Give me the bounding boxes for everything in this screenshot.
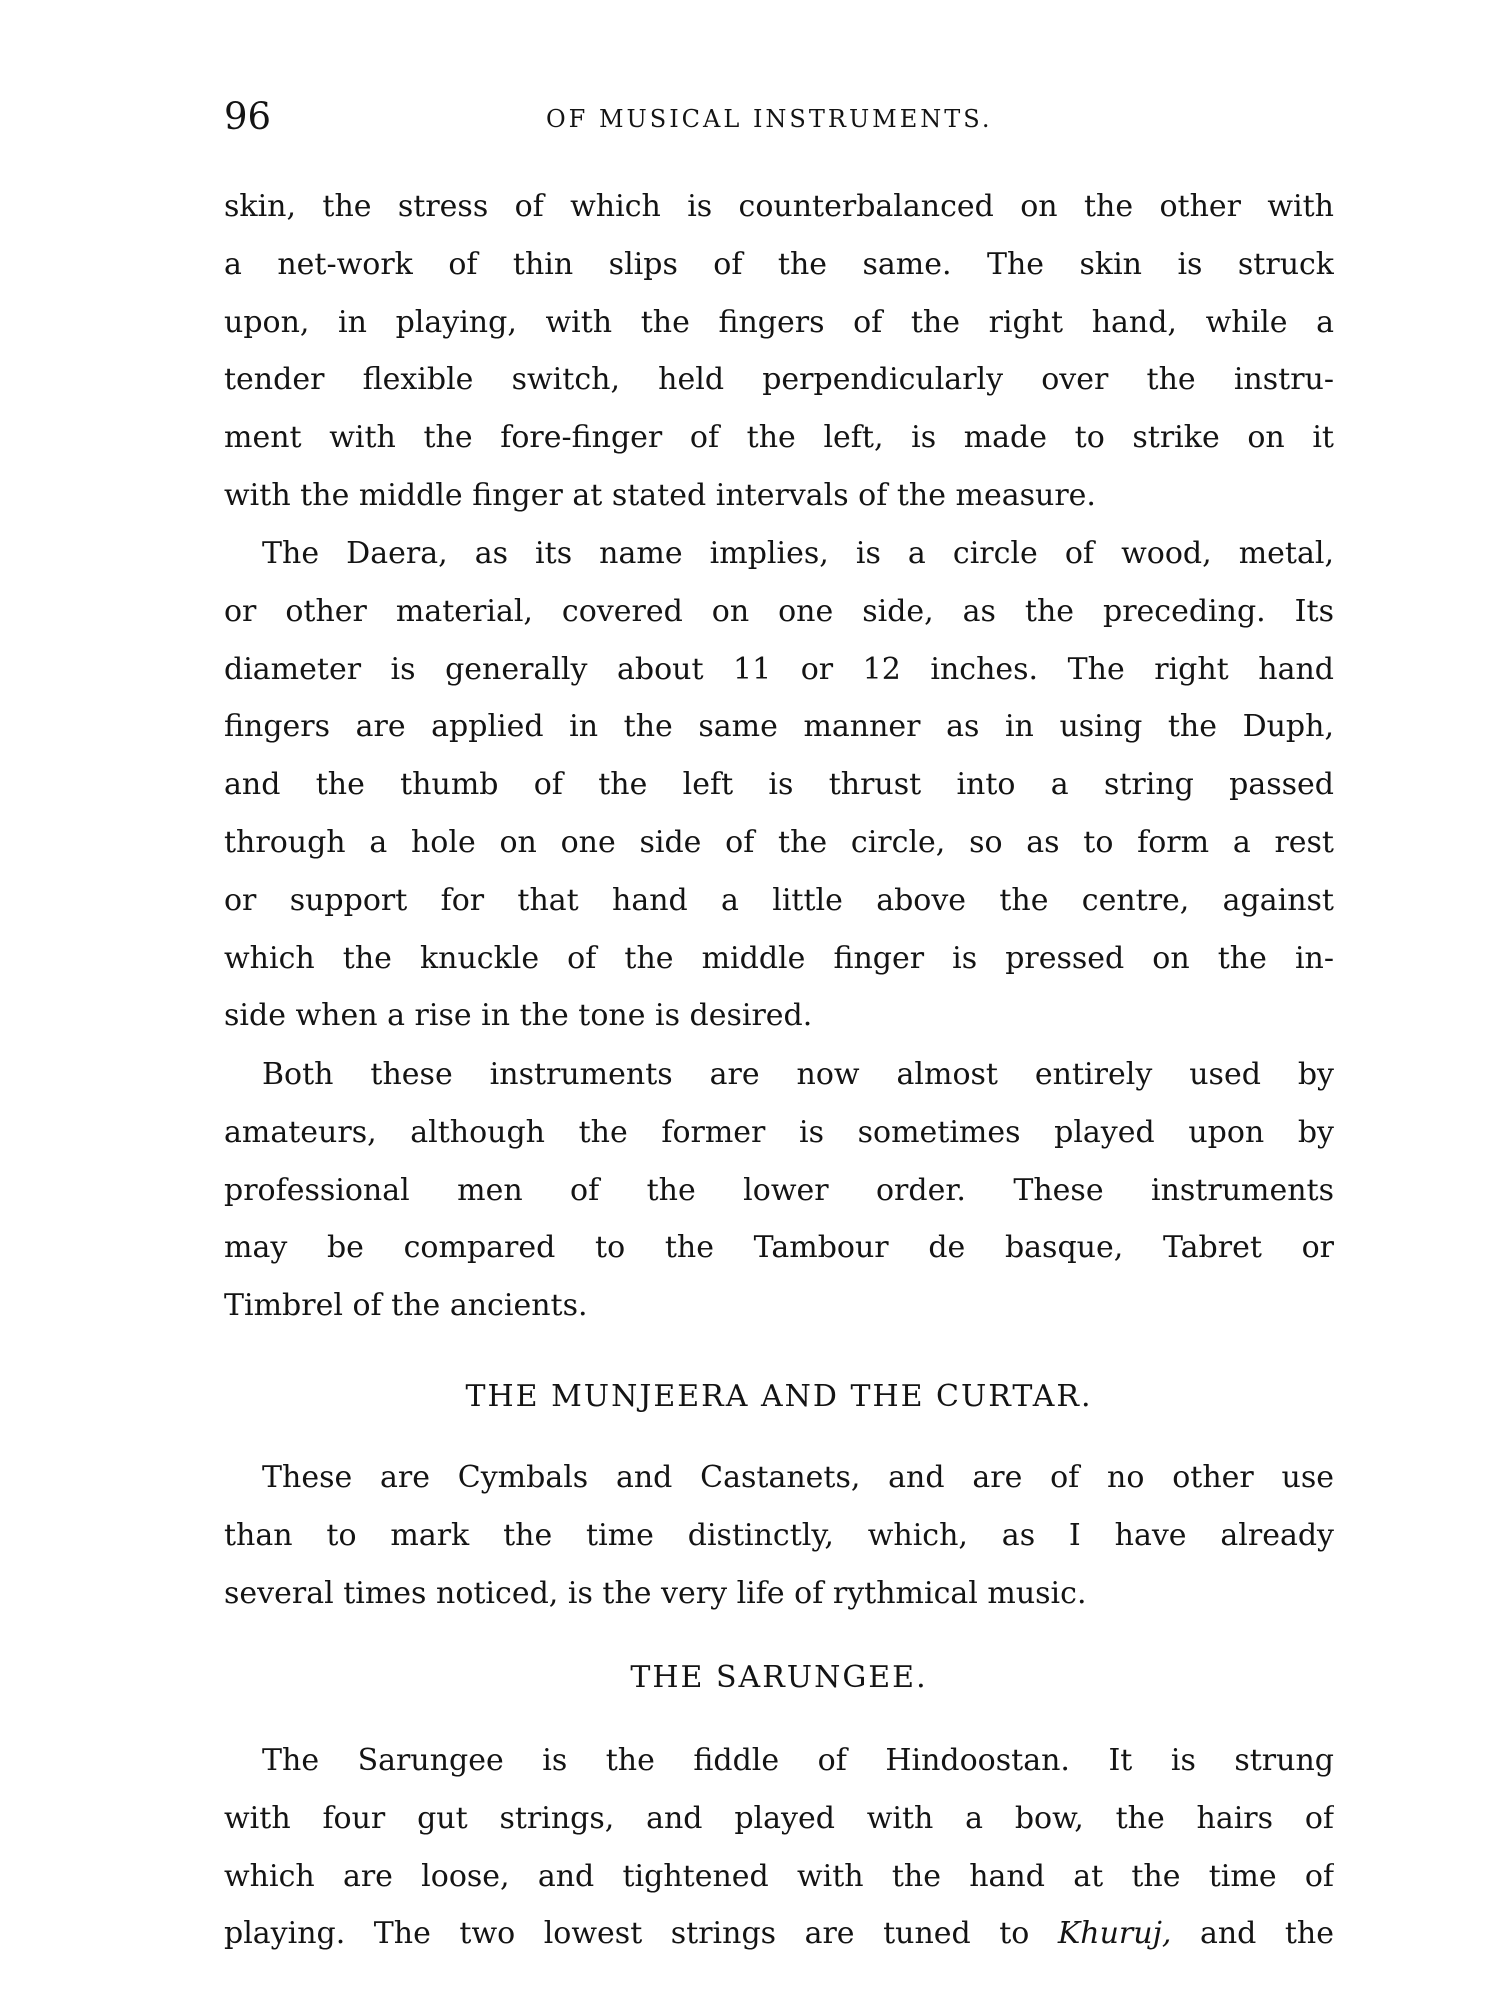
paragraph-daera xyxy=(224,525,1334,1045)
text-line xyxy=(224,1905,1334,1963)
text-line: which the knuckle of the middle finger is pressed on the in- xyxy=(224,940,1334,976)
text-segment: and the xyxy=(1171,1916,1334,1952)
text-line: The Daera, as its name implies, is a circle of wood, metal, xyxy=(262,536,1334,571)
page-header xyxy=(224,92,1334,142)
paragraph-both-instruments xyxy=(224,1046,1334,1335)
text-line: which are loose, and tightened with the hand at the time of xyxy=(224,1858,1334,1894)
italic-term: Khuruj, xyxy=(1057,1916,1172,1952)
text-line: The Sarungee is the fiddle of Hindoostan. It is strung xyxy=(262,1743,1334,1778)
text-line: with four gut strings, and played with a bow, the hairs of xyxy=(224,1800,1334,1836)
text-line: diameter is generally about 11 or 12 inches. The right hand xyxy=(224,651,1334,687)
text-line: Timbrel of the ancients. xyxy=(224,1288,588,1324)
text-line: several times noticed, is the very life of rythmical music. xyxy=(224,1575,1087,1611)
text-line: and the thumb of the left is thrust into a string passed xyxy=(224,767,1334,803)
text-segment: playing. The two lowest strings are tuned to xyxy=(224,1916,1058,1952)
text-line: side when a rise in the tone is desired. xyxy=(224,998,813,1034)
text-line: amateurs, although the former is sometimes played upon by xyxy=(224,1114,1334,1150)
text-line: or support for that hand a little above the centre, against xyxy=(224,882,1334,918)
text-line: with the middle finger at stated intervals of the measure. xyxy=(224,477,1096,513)
paragraph-sarungee xyxy=(224,1732,1334,1963)
text-line: tender flexible switch, held perpendicularly over the instru- xyxy=(224,362,1334,398)
section-heading-munjeera: THE MUNJEERA AND THE CURTAR. xyxy=(465,1379,1093,1414)
text-line: Both these instruments are now almost entirely used by xyxy=(262,1057,1334,1092)
text-line: These are Cymbals and Castanets, and are of no other use xyxy=(262,1460,1334,1495)
text-line: ment with the fore-finger of the left, is made to strike on it xyxy=(224,420,1334,456)
running-title: OF MUSICAL INSTRUMENTS. xyxy=(546,105,993,133)
text-line: may be compared to the Tambour de basque, Tabret or xyxy=(224,1230,1334,1266)
text-line: fingers are applied in the same manner as in using the Duph, xyxy=(224,709,1334,745)
section-heading-sarungee: THE SARUNGEE. xyxy=(630,1660,928,1695)
text-line: upon, in playing, with the fingers of the right hand, while a xyxy=(224,304,1334,340)
text-line: or other material, covered on one side, as the preceding. Its xyxy=(224,593,1334,629)
text-line: through a hole on one side of the circle, so as to form a rest xyxy=(224,824,1334,860)
paragraph-continued xyxy=(224,178,1334,525)
text-line: a net-work of thin slips of the same. The skin is struck xyxy=(224,246,1334,282)
paragraph-cymbals xyxy=(224,1449,1334,1622)
page-number: 96 xyxy=(224,95,272,138)
text-line: professional men of the lower order. These instruments xyxy=(224,1172,1334,1208)
text-line: than to mark the time distinctly, which, as I have already xyxy=(224,1517,1334,1553)
text-line: skin, the stress of which is counterbalanced on the other with xyxy=(224,189,1334,224)
